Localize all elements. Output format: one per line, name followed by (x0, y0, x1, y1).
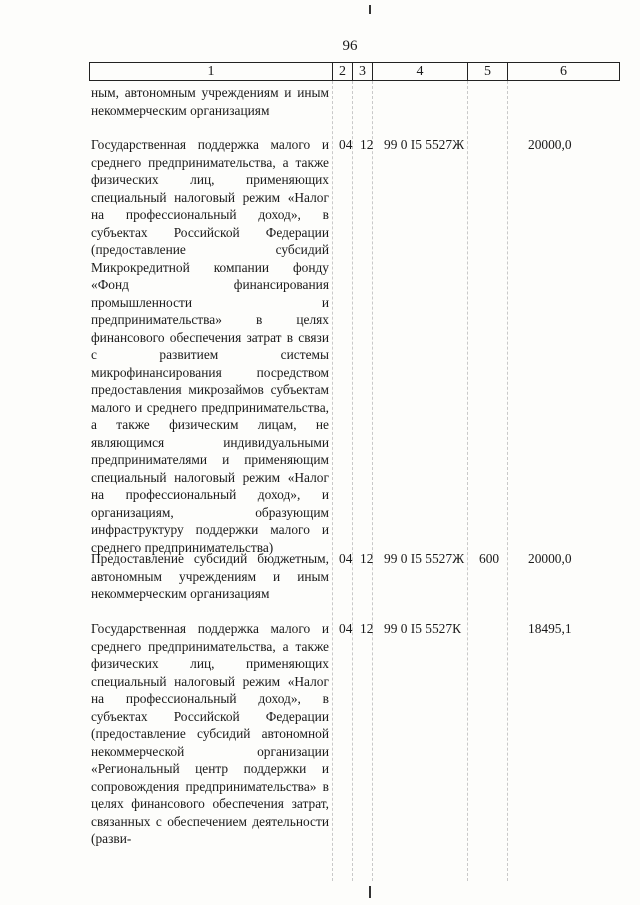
row-description: Государственная поддержка малого и среднего предпринимательства, а также физических лиц, применяющих специальный налоговый режим «Налог на профессиональный доход», в субъектах Российской Федерации (предоставление субсидий Микрокредитной компании фонду «Фонд финансирования промышленности и предпринимательства» в целях финансового обеспечения затрат в связи с развитием системы микрофинансирования посредством предоставления микрозаймов субъектам малого и среднего предпринимательства, а также физическим лицам, не являющимся индивидуальными предпринимателями и применяющим специальный налоговый режим «Налог на профессиональный доход», и организациям, образующим инфраструктуру поддержки малого и среднего предпринимательства) (91, 137, 329, 555)
row-csr: 99 0 I5 5527К (384, 621, 461, 636)
row-description: Предоставление субсидий бюджетным, автономным учреждениям и иным некоммерческим организациям (91, 551, 329, 601)
row-sum: 20000,0 (528, 137, 572, 152)
row-rz: 04 (339, 137, 353, 152)
column-divider (507, 81, 508, 881)
row-description: Государственная поддержка малого и среднего предпринимательства, а также физических лиц, применяющих специальный налоговый режим «Налог на профессиональный доход», в субъектах Российской Федерации (предоставление субсидий автономной некоммерческой организации «Региональный центр поддержки и сопровождения предпринимательства» в целях финансового обеспечения затрат, связанных с обеспечением деятельности (разви- (91, 621, 329, 846)
row-rz: 04 (339, 621, 353, 636)
row-sum: 20000,0 (528, 551, 572, 566)
header-col-1: 1 (90, 63, 333, 80)
scan-mark-bottom (369, 886, 371, 898)
header-col-6: 6 (560, 64, 567, 79)
column-divider (332, 81, 333, 881)
row-pr: 12 (360, 621, 374, 636)
header-col-3: 3 (353, 63, 373, 80)
column-divider (352, 81, 353, 881)
table-header (89, 62, 620, 81)
header-col-4: 4 (373, 63, 468, 80)
header-col-5: 5 (468, 63, 508, 80)
row-csr: 99 0 I5 5527Ж (384, 137, 465, 152)
column-divider (467, 81, 468, 881)
row-rz: 04 (339, 551, 353, 566)
row-pr: 12 (360, 551, 374, 566)
row-csr: 99 0 I5 5527Ж (384, 551, 465, 566)
row-sum: 18495,1 (528, 621, 572, 636)
page-number: 96 (342, 38, 358, 54)
header-col-2: 2 (333, 63, 353, 80)
row-vr: 600 (479, 551, 500, 566)
row-pr: 12 (360, 137, 374, 152)
scan-mark-top (369, 5, 371, 14)
continuation-text: ным, автономным учреждениям и иным некоммерческим организациям (91, 85, 329, 118)
column-divider (372, 81, 373, 881)
